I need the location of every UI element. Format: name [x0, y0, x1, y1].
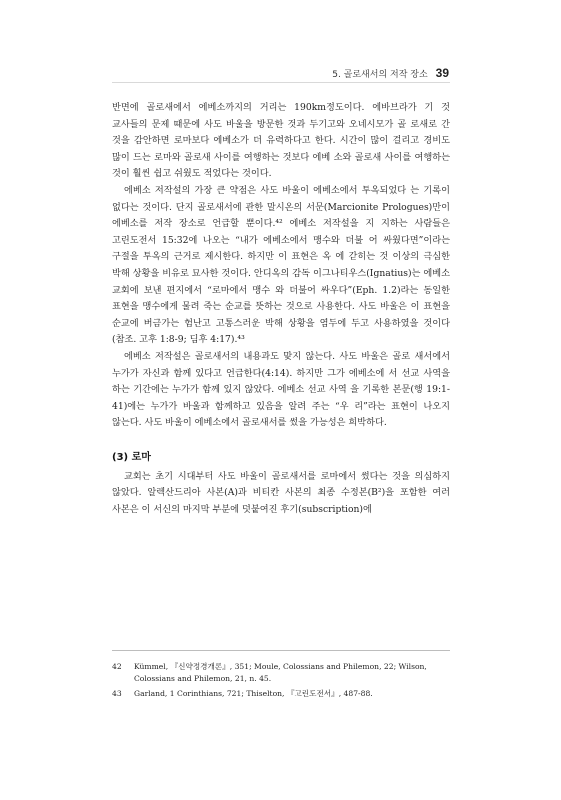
footnote-42: [112, 661, 450, 685]
section-subheading: (3) 로마: [112, 451, 151, 463]
header-section-title: 5. 골로새서의 저작 장소: [332, 70, 428, 80]
footnote-43: [112, 688, 450, 700]
body-text: [112, 100, 450, 519]
paragraph-4: 교회는 초기 시대부터 사도 바울이 골로새서를 로마에서 썼다는 것을 의심하지 않았다. 알렉산드리아 사본(A)과 비티칸 사본의 최종 수정본(B²)을 포함한 여러 사본은 이 서신의 마지막 부분에 덧붙여진 후기(subscription)에: [112, 470, 450, 516]
footnote-number: 43: [112, 689, 122, 698]
footnotes: [112, 650, 450, 703]
paragraph-3: 에베소 저작설은 골로새서의 내용과도 맞지 않는다. 사도 바울은 골로 새서에서 누가가 자신과 함께 있다고 언급한다(4:14). 하지만 그가 에베소에 서 선교 사역을 하는 기간에는 누가가 함께 있지 않았다. 에베소 선교 사역 을 기록한 본문(행 19:1-41)에는 누가가 바울과 함께하고 있음을 알려 주는 “우 리”라는 표현이 나오지 않는다. 사도 바울이 에베소에서 골로새서를 썼을 가능성은 희박하다.: [112, 350, 450, 429]
paragraph-1: 반면에 골로새에서 에베소까지의 거리는 190km정도이다. 에바브라가 기 것 교사들의 문제 때문에 사도 바울을 방문한 것과 두기고와 오네시모가 골 로새로 간 것을 감안하면 로마보다 에베소가 더 유력하다고 한다. 시간이 많이 걸리고 경비도 많이 드는 로마와 골로새 사이를 여행하는 것보다 에베 소와 골로새 사이를 여행하는 것이 훨씬 쉽고 쉬웠도 적었다는 것이다.: [112, 102, 450, 180]
page-number: 39: [435, 66, 449, 80]
footnote-number: 42: [112, 662, 122, 671]
footnote-text: Kümmel, 『신약정경개론』, 351; Moule, Colossians and Philemon, 22; Wilson, Colossians and Philemon, 21, n. 45.: [134, 662, 427, 683]
header-divider: [112, 82, 450, 83]
running-header: [332, 66, 449, 80]
footnote-text: Garland, 1 Corinthians, 721; Thiselton, 『고린도전서』, 487-88.: [134, 689, 373, 698]
footnote-divider: [112, 650, 450, 651]
paragraph-2: 에베소 저작설의 가장 큰 약점은 사도 바울이 에베소에서 투옥되었다 는 기록이 없다는 것이다. 단지 골로새서에 관한 말시온의 서문(Marcionite Prologues)만이 에베소를 저작 장소로 언급할 뿐이다.⁴² 에베소 저작설을 지 지하는 사람들은 고린도전서 15:32에 나오는 “내가 에베소에서 맹수와 더불 어 싸웠다면”이라는 구절을 투옥의 근거로 제시한다. 하지만 이 표현은 옥 에 갇히는 것 이상의 극심한 박해 상황을 비유로 묘사한 것이다. 안디옥의 감독 이그나티우스(Ignatius)는 에베소 교회에 보낸 편지에서 “로마에서 맹수 와 더불어 싸우다”(Eph. 1.2)라는 동일한 표현을 맹수에게 물려 죽는 순교를 뜻하는 것으로 사용한다. 사도 바울은 이 표현을 순교에 버금가는 험난고 고통스러운 박해 상황을 염두에 두고 사용하였을 것이다(참조. 고후 1:8-9; 딤후 4:17).⁴³: [112, 184, 450, 346]
